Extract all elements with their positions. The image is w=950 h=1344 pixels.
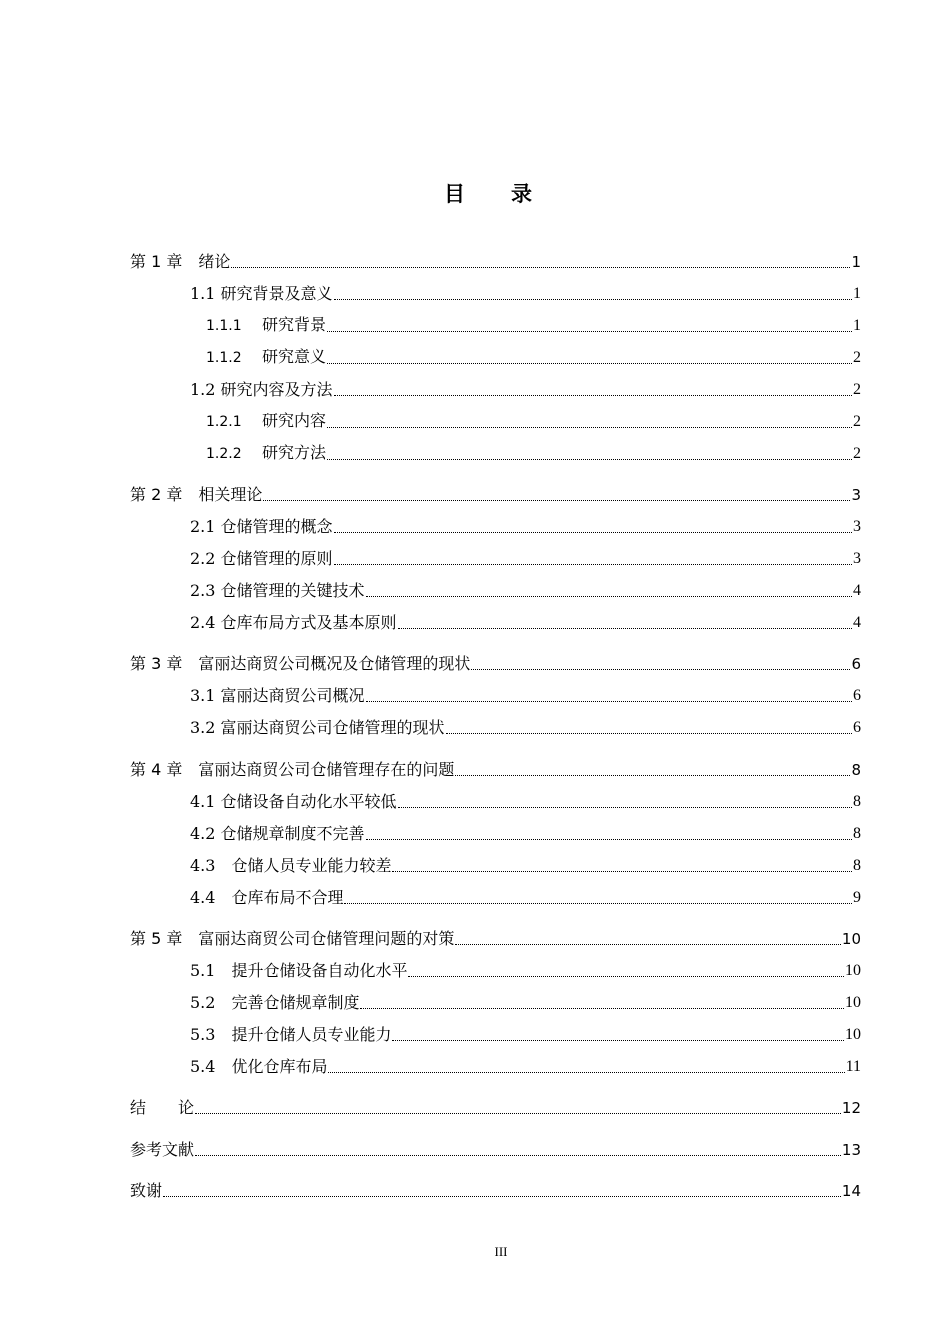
toc-entry-page: 1 xyxy=(853,285,861,302)
toc-leader-dots xyxy=(392,871,852,872)
toc-leader-dots xyxy=(398,628,852,629)
toc-entry-page: 10 xyxy=(841,930,861,948)
toc-entry-page: 2 xyxy=(853,413,861,430)
toc-entry-label: 2.1 仓储管理的概念 xyxy=(190,517,333,536)
toc-entry[interactable] xyxy=(130,1053,861,1077)
toc-leader-dots xyxy=(327,459,852,460)
toc-entry-label: 第 5 章 富丽达商贸公司仓储管理问题的对策 xyxy=(130,929,455,948)
toc-entry-page: 8 xyxy=(853,857,861,874)
toc-entry-text: 研究意义 xyxy=(261,347,326,366)
toc-entry-label: 2.3 仓储管理的关键技术 xyxy=(190,581,365,600)
toc-leader-dots xyxy=(366,701,852,702)
toc-entry-page: 6 xyxy=(853,719,861,736)
toc-entry-page: 3 xyxy=(853,518,861,535)
toc-entry[interactable] xyxy=(130,714,861,738)
toc-entry[interactable] xyxy=(130,545,861,569)
toc-leader-dots xyxy=(334,299,852,300)
toc-entry-label: 2.4 仓库布局方式及基本原则 xyxy=(190,613,397,632)
toc-entry-page: 12 xyxy=(841,1099,861,1117)
toc-leader-dots xyxy=(195,1155,841,1156)
toc-entry-page: 1 xyxy=(851,253,861,271)
toc-entry-page: 10 xyxy=(845,962,861,979)
toc-leader-dots xyxy=(398,807,852,808)
toc-entry-label: 5.2 完善仓储规章制度 xyxy=(190,993,360,1012)
page-number: III xyxy=(494,1244,508,1259)
toc-entry[interactable] xyxy=(130,280,861,304)
toc-entry[interactable] xyxy=(130,609,861,633)
toc-entry-page: 6 xyxy=(851,655,861,673)
toc-entry-label: 第 1 章 绪论 xyxy=(130,252,231,271)
toc-entry-label xyxy=(206,347,326,368)
toc-entry-label: 3.2 富丽达商贸公司仓储管理的现状 xyxy=(190,718,445,737)
toc-entry[interactable] xyxy=(130,408,861,432)
toc-leader-dots xyxy=(366,839,852,840)
toc-leader-dots xyxy=(360,1008,844,1009)
toc-entry-page: 11 xyxy=(845,1058,861,1075)
toc-entry-page: 2 xyxy=(853,445,861,462)
toc-entry-page: 3 xyxy=(851,486,861,504)
toc-entry[interactable] xyxy=(130,1177,861,1201)
toc-entry-label: 结 论 xyxy=(130,1098,195,1117)
toc-entry-label xyxy=(206,443,326,464)
toc-entry-label: 第 3 章 富丽达商贸公司概况及仓储管理的现状 xyxy=(130,654,471,673)
toc-entry-text: 研究方法 xyxy=(261,443,326,462)
toc-entry[interactable] xyxy=(130,344,861,368)
toc-entry-label: 3.1 富丽达商贸公司概况 xyxy=(190,686,365,705)
toc-leader-dots xyxy=(163,1196,841,1197)
toc-leader-dots xyxy=(455,775,850,776)
toc-leader-dots xyxy=(327,427,852,428)
toc-leader-dots xyxy=(195,1113,841,1114)
toc-leader-dots xyxy=(344,903,852,904)
toc-entry-page: 14 xyxy=(841,1182,861,1200)
toc-leader-dots xyxy=(392,1040,844,1041)
toc-leader-dots xyxy=(263,500,850,501)
toc-leader-dots xyxy=(471,669,850,670)
toc-entry-label: 4.4 仓库布局不合理 xyxy=(190,888,344,907)
toc-entry-page: 2 xyxy=(853,381,861,398)
toc-entry-label xyxy=(206,315,326,336)
toc-entry[interactable] xyxy=(130,989,861,1013)
toc-entry-label: 4.2 仓储规章制度不完善 xyxy=(190,824,365,843)
toc-leader-dots xyxy=(455,944,841,945)
toc-entry-label: 第 4 章 富丽达商贸公司仓储管理存在的问题 xyxy=(130,760,455,779)
toc-entry[interactable] xyxy=(130,248,861,272)
toc-entry-label: 2.2 仓储管理的原则 xyxy=(190,549,333,568)
toc-entry-label: 参考文献 xyxy=(130,1140,195,1159)
toc-entry-page: 8 xyxy=(851,761,861,779)
toc-entry[interactable] xyxy=(130,440,861,464)
toc-entry-label: 致谢 xyxy=(130,1181,163,1200)
toc-entry-text: 研究内容 xyxy=(261,411,326,430)
toc-entry-page: 10 xyxy=(845,994,861,1011)
toc-entry-page: 6 xyxy=(853,687,861,704)
toc-entry-page: 8 xyxy=(853,793,861,810)
toc-leader-dots xyxy=(328,1072,844,1073)
toc-entry[interactable] xyxy=(130,957,861,981)
toc-leader-dots xyxy=(334,395,852,396)
toc-entry-number: 1.2.2 xyxy=(206,446,242,462)
toc-entry-label: 4.3 仓储人员专业能力较差 xyxy=(190,856,392,875)
toc-entry-page: 9 xyxy=(853,889,861,906)
toc-entry[interactable] xyxy=(130,577,861,601)
toc-entry-label: 第 2 章 相关理论 xyxy=(130,485,263,504)
toc-leader-dots xyxy=(334,532,852,533)
toc-title xyxy=(0,178,950,208)
toc-entry[interactable] xyxy=(130,820,861,844)
toc-entry[interactable] xyxy=(130,788,861,812)
toc-entry[interactable] xyxy=(130,852,861,876)
toc-entry-page: 13 xyxy=(841,1141,861,1159)
toc-entry-label: 5.3 提升仓储人员专业能力 xyxy=(190,1025,392,1044)
toc-entry[interactable] xyxy=(130,1136,861,1160)
toc-leader-dots xyxy=(408,976,844,977)
toc-entry[interactable] xyxy=(130,1021,861,1045)
toc-entry-label: 4.1 仓储设备自动化水平较低 xyxy=(190,792,397,811)
toc-entry-page: 8 xyxy=(853,825,861,842)
toc-leader-dots xyxy=(231,267,850,268)
toc-entry-label: 5.4 优化仓库布局 xyxy=(190,1057,328,1076)
toc-title-left: 目 xyxy=(444,182,465,206)
toc-entry[interactable] xyxy=(130,312,861,336)
toc-entry[interactable] xyxy=(130,756,861,780)
toc-leader-dots xyxy=(446,733,852,734)
toc-entry-label xyxy=(206,411,326,432)
toc-entry-label: 5.1 提升仓储设备自动化水平 xyxy=(190,961,408,980)
toc-entry-page: 10 xyxy=(845,1026,861,1043)
toc-entry[interactable] xyxy=(130,376,861,400)
toc-leader-dots xyxy=(366,596,852,597)
toc-entry-label: 1.2 研究内容及方法 xyxy=(190,380,333,399)
toc-entry[interactable] xyxy=(130,925,861,949)
toc-leader-dots xyxy=(327,363,852,364)
toc-entry[interactable] xyxy=(130,481,861,505)
toc-entry-label: 1.1 研究背景及意义 xyxy=(190,284,333,303)
toc-entry-page: 2 xyxy=(853,349,861,366)
toc-entry-number: 1.2.1 xyxy=(206,414,242,430)
toc-entry[interactable] xyxy=(130,513,861,537)
toc-entry[interactable] xyxy=(130,650,861,674)
toc-entry[interactable] xyxy=(130,682,861,706)
toc-entry-page: 3 xyxy=(853,550,861,567)
toc-entry-page: 1 xyxy=(853,317,861,334)
toc-leader-dots xyxy=(334,564,852,565)
toc-entry[interactable] xyxy=(130,1094,861,1118)
toc-entry[interactable] xyxy=(130,884,861,908)
toc-leader-dots xyxy=(327,331,852,332)
toc-title-right: 录 xyxy=(511,182,532,206)
toc-entry-text: 研究背景 xyxy=(261,315,326,334)
toc-entry-number: 1.1.1 xyxy=(206,318,242,334)
toc-entry-page: 4 xyxy=(853,614,861,631)
toc-entry-page: 4 xyxy=(853,582,861,599)
toc-entry-number: 1.1.2 xyxy=(206,350,242,366)
